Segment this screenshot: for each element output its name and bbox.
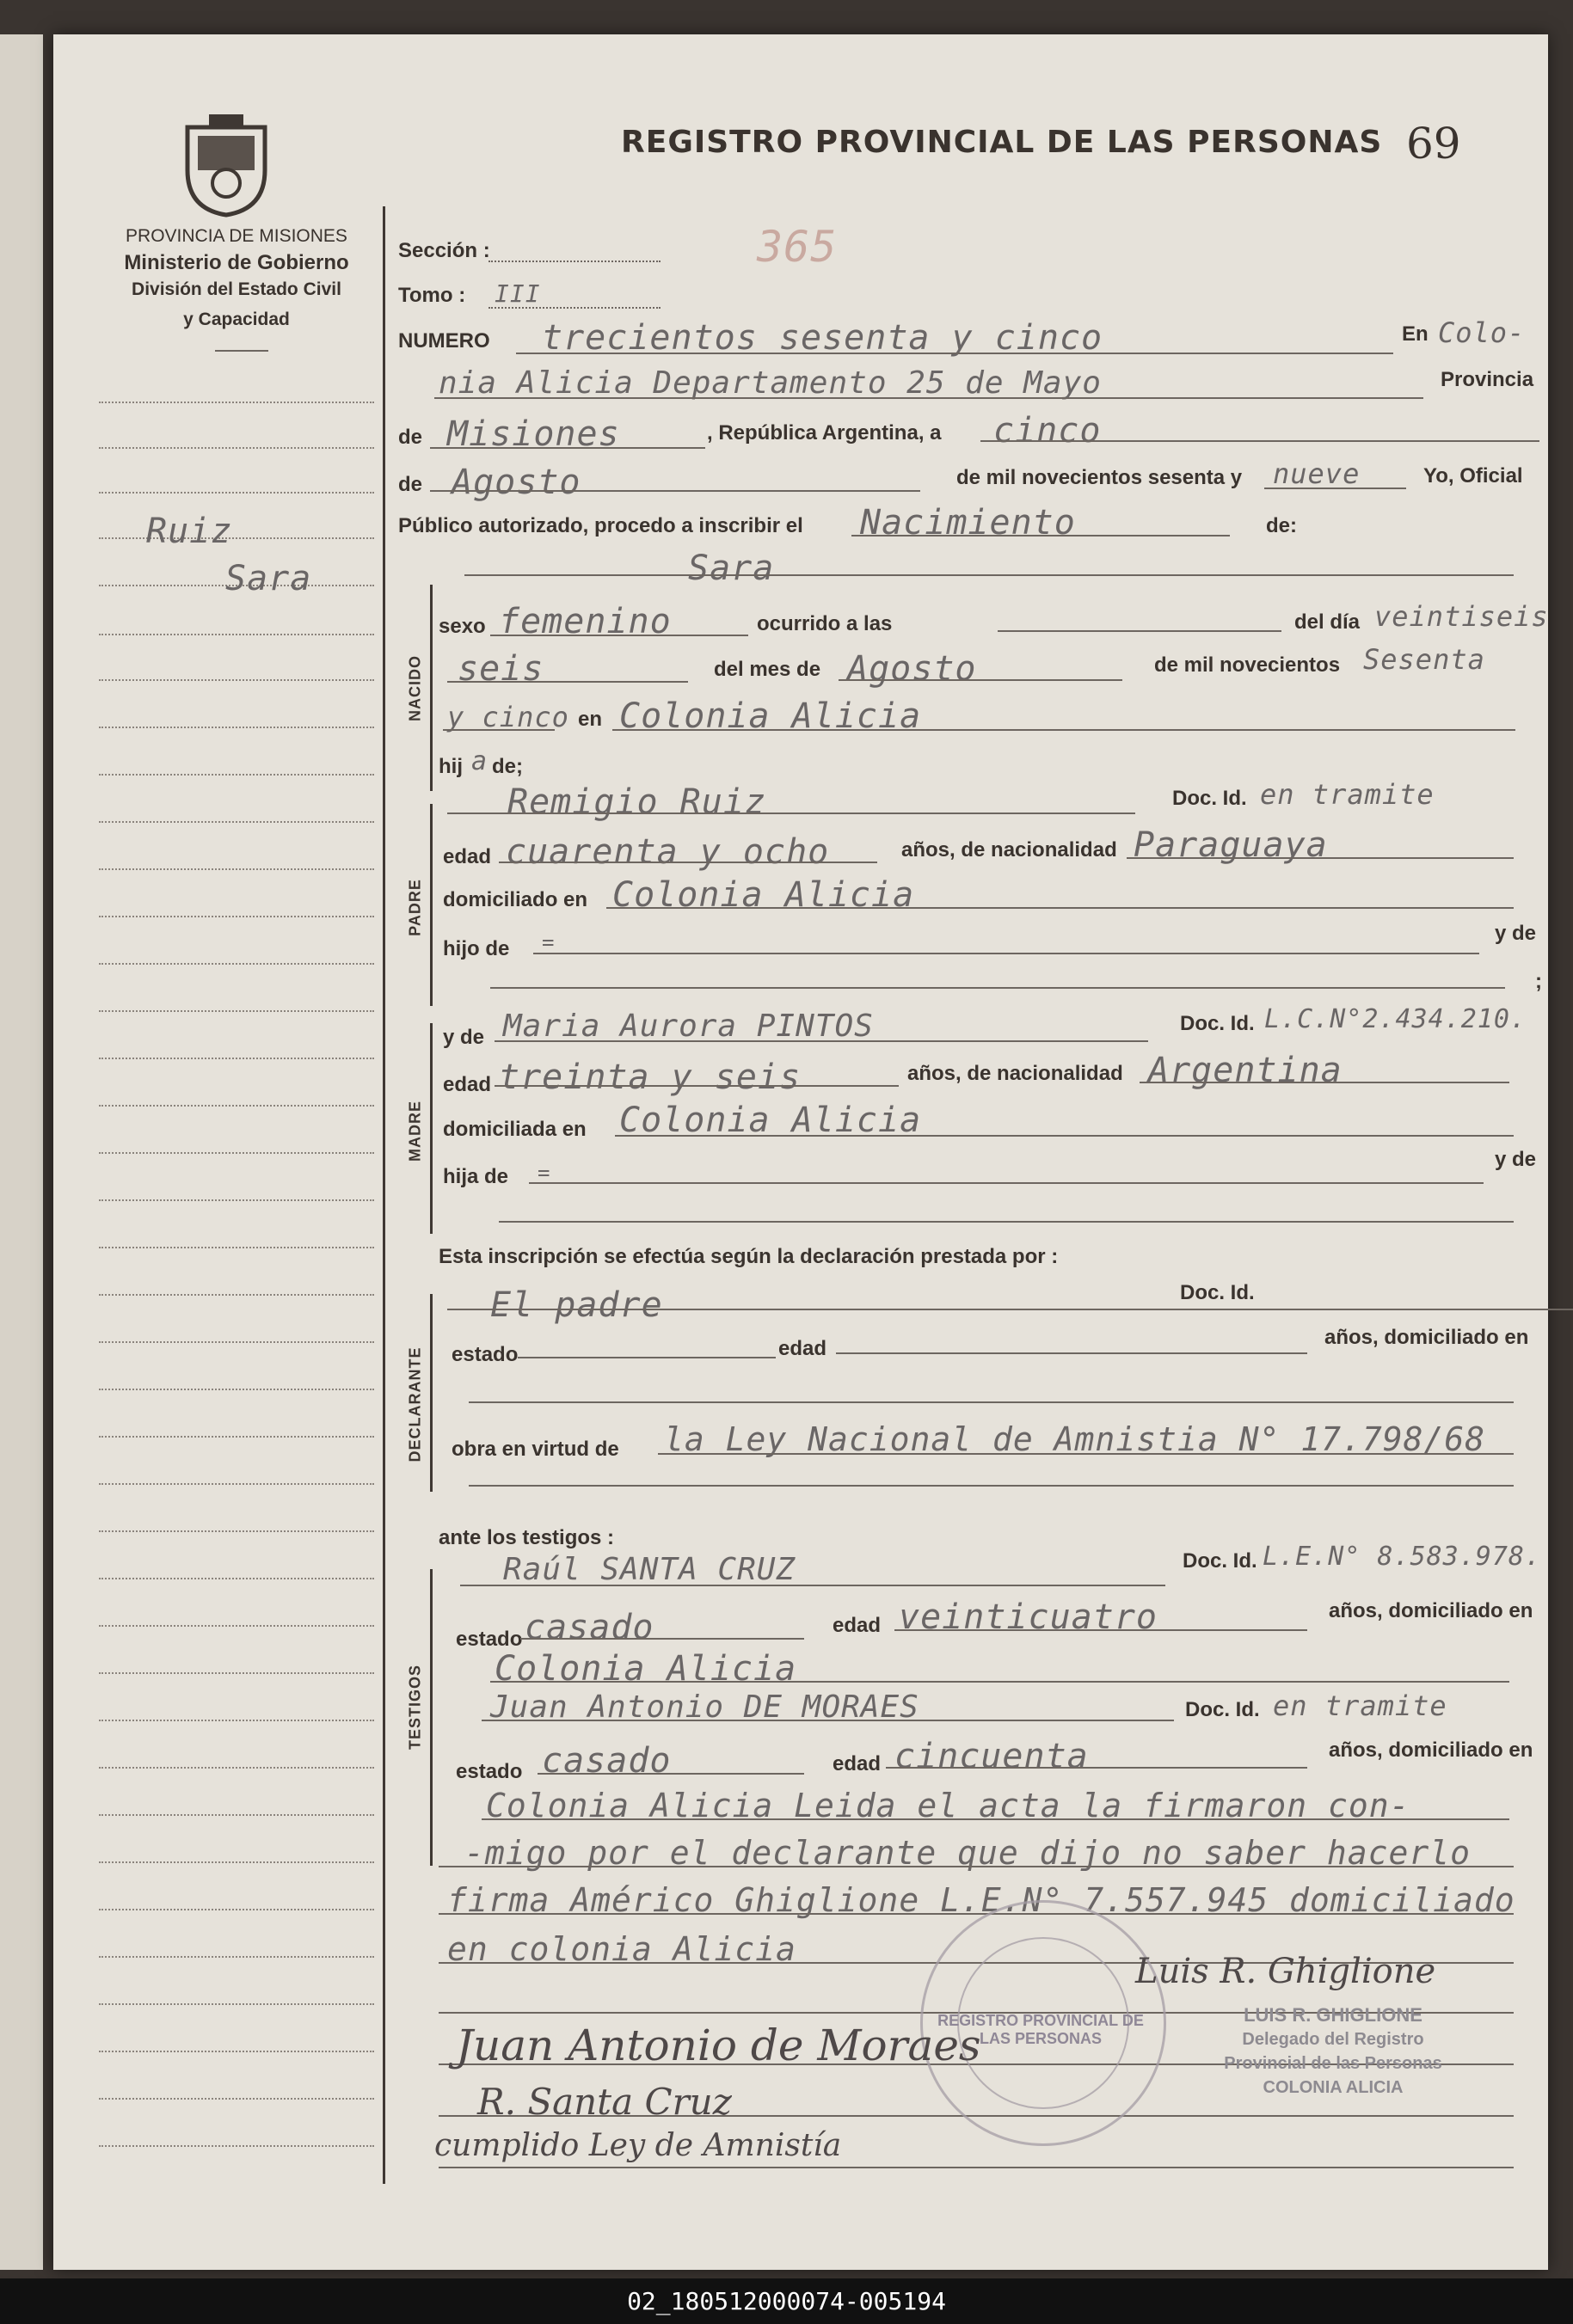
cumplido-note: cumplido Ley de Amnistía [434,2128,842,2163]
witness1-name: Raúl SANTA CRUZ [503,1552,796,1587]
declarant: El padre [490,1285,663,1325]
officer-signature: Luis R. Ghiglione [1135,1952,1436,1991]
mother-name: Maria Aurora PINTOS [503,1009,874,1044]
section-padre: PADRE [406,879,424,936]
margin-given: Sara [225,559,312,598]
crest-icon [179,110,273,218]
section-testigos: TESTIGOS [406,1665,424,1751]
child-name: Sara [688,549,775,588]
note-line2: firma Américo Ghiglione L.E.N° 7.557.945 domiciliado [447,1881,1515,1919]
org-line2: Ministerio de Gobierno [124,251,349,274]
org-line3: División del Estado Civil [132,279,341,299]
officer-stamp: LUIS R. GHIGLIONE Delegado del Registro Provincial de las Personas COLONIA ALICIA [1224,2004,1442,2097]
note-line1: -migo por el declarante que dijo no saber hacerlo [464,1834,1472,1872]
witness2-name: Juan Antonio DE MORAES [490,1689,919,1725]
father-name: Remigio Ruiz [507,782,766,822]
image-id-bar: 02_180512000074-005194 [0,2278,1573,2324]
org-line4: y Capacidad [183,310,290,329]
section-madre: MADRE [406,1101,424,1162]
margin-surname: Ruiz [146,512,233,551]
page-number: 69 [1406,119,1461,169]
left-page-edge [0,34,43,2270]
section-nacido: NACIDO [406,655,424,721]
witness1-signature: R. Santa Cruz [477,2081,732,2123]
document-title: REGISTRO PROVINCIAL DE LAS PERSONAS [621,125,1383,160]
section-declarante: DECLARANTE [406,1346,424,1462]
record-number-red: 365 [757,222,838,272]
witness-signature: Juan Antonio de Moraes [456,2020,981,2070]
org-line1: PROVINCIA DE MISIONES [126,226,347,246]
note-line3: en colonia Alicia [447,1930,796,1968]
